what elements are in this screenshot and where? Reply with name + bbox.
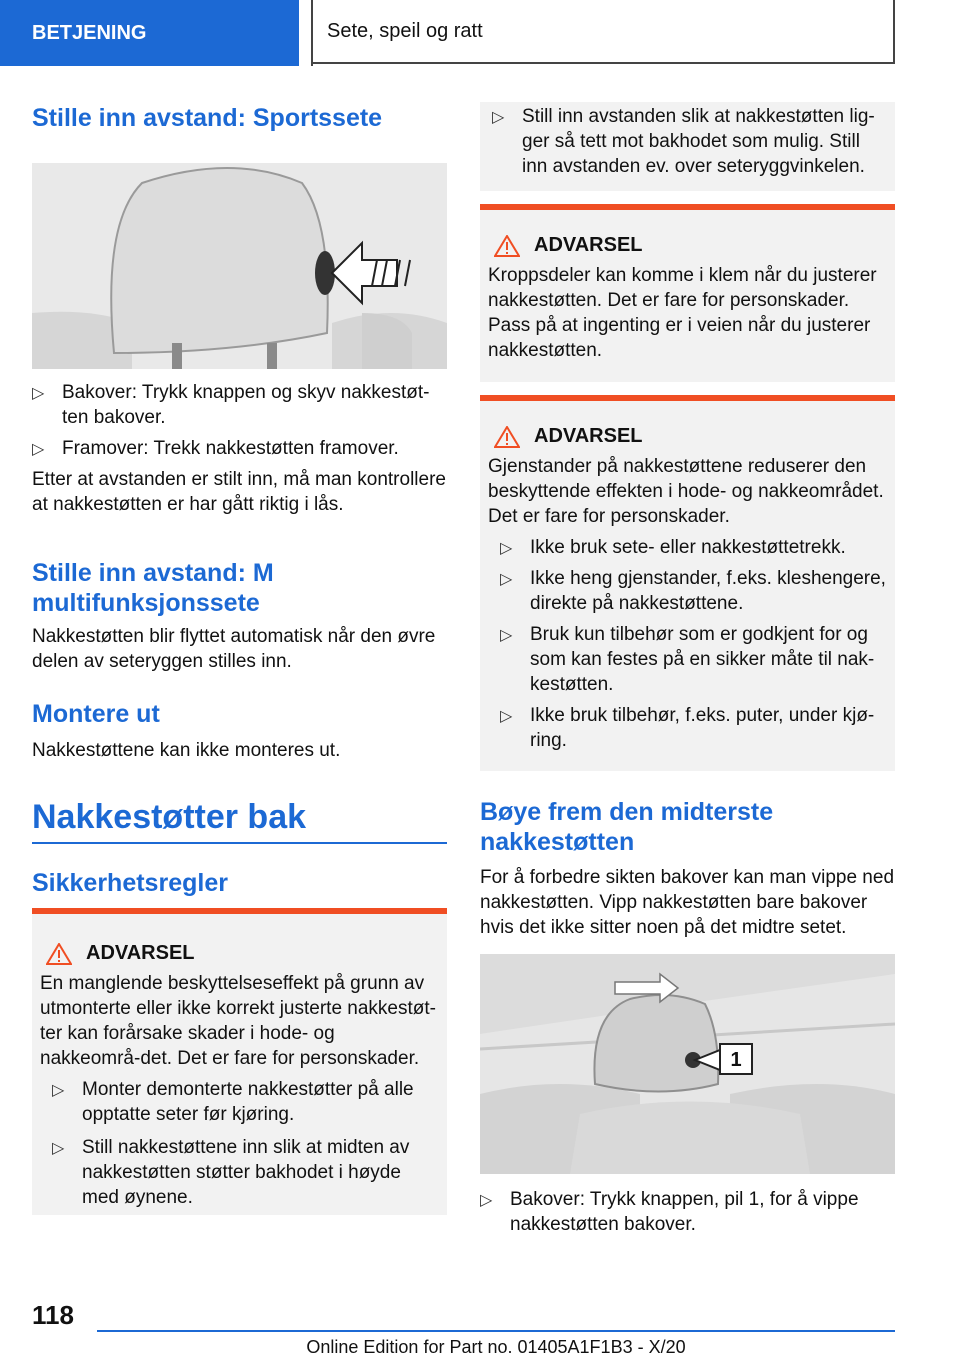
footer-rule: [97, 1330, 895, 1332]
paragraph: Etter at avstanden er stilt inn, må man kontrollere at nakkestøtten er har gått riktig i lås.: [32, 469, 446, 515]
warning-text: Kroppsdeler kan komme i klem når du justerer nakkestøtten. Det er fare for personskader. Pass på at ingenting er i veien når du justerer nakkestøtten.: [488, 265, 877, 361]
list-item: ▷ Bakover: Trykk knappen, pil 1, for å vippe nakkestøtten bakover.: [480, 1189, 859, 1235]
heading-boye: Bøye frem den midterste nakkestøtten: [480, 798, 774, 856]
warning-icon: [46, 943, 72, 965]
heading-nakkestotter-bak: Nakkestøtter bak: [32, 798, 307, 836]
list-item: ▷ Still inn avstanden slik at nakkestøtten lig-ger så tett mot bakhodet som mulig. Still inn avstanden ev. over seteryggvinkelen.: [492, 106, 875, 177]
edition-text: Online Edition for Part no. 01405A1F1B3 - X/20: [306, 1337, 686, 1357]
list-item: ▷ Ikke heng gjenstander, f.eks. kleshengere, direkte på nakkestøttene.: [500, 568, 886, 614]
chapter-title: Sete, speil og ratt: [311, 0, 895, 64]
page-number: 118: [32, 1300, 74, 1330]
triangle-bullet-icon: ▷: [32, 385, 45, 402]
triangle-bullet-icon: ▷: [500, 708, 513, 725]
list-item: ▷ Bakover: Trykk knappen og skyv nakkestøt-ten bakover.: [32, 382, 430, 428]
list-item: ▷ Monter demonterte nakkestøtter på alle opptatte seter før kjøring.: [52, 1079, 414, 1125]
list-item: ▷ Still nakkestøttene inn slik at midten av nakkestøtten støtter bakhodet i høyde med øynene.: [52, 1137, 410, 1208]
list-item: ▷ Bruk kun tilbehør som er godkjent for og som kan festes på en sikker måte til nak-kestøtten.: [500, 624, 875, 695]
triangle-bullet-icon: ▷: [32, 441, 45, 458]
instruction-box: [480, 102, 895, 191]
warning-box: [480, 204, 895, 382]
triangle-bullet-icon: ▷: [52, 1082, 65, 1099]
warning-title: ADVARSEL: [534, 234, 643, 256]
warning-icon: [494, 426, 520, 448]
warning-text: Gjenstander på nakkestøttene reduserer den beskyttende effekten i hode- og nakkeområdet. Det er fare for personskader.: [488, 456, 884, 527]
warning-text: En manglende beskyttelseseffekt på grunn av utmonterte eller ikke korrekt justerte nakkestøt-ter kan forårsake skader i hode- og nakkeområ-det. Det er fare for personskader.: [40, 973, 436, 1069]
paragraph: For å forbedre sikten bakover kan man vippe ned nakkestøtten. Vipp nakkestøtten bare bakover hvis det ikke sitter noen på det midtre setet.: [480, 867, 895, 938]
warning-title: ADVARSEL: [534, 425, 643, 447]
paragraph: Nakkestøtten blir flyttet automatisk når den øvre delen av seteryggen stilles inn.: [32, 626, 436, 672]
warning-title: ADVARSEL: [86, 942, 195, 964]
list-item: ▷ Framover: Trekk nakkestøtten framover.: [32, 436, 447, 461]
rear-headrest-image: [480, 954, 895, 1174]
list-item: ▷ Ikke bruk tilbehør, f.eks. puter, under kjø-ring.: [500, 705, 875, 751]
callout-label: 1: [730, 1049, 742, 1071]
triangle-bullet-icon: ▷: [492, 109, 505, 126]
section-tab: BETJENING: [0, 0, 299, 66]
heading-sikkerhet: Sikkerhetsregler: [32, 869, 228, 897]
warning-box: [32, 908, 447, 1215]
triangle-bullet-icon: ▷: [500, 540, 513, 557]
triangle-bullet-icon: ▷: [52, 1140, 65, 1157]
heading-sport: Stille inn avstand: Sportssete: [32, 104, 383, 132]
headrest-image: [32, 163, 447, 369]
paragraph: Nakkestøttene kan ikke monteres ut.: [32, 740, 341, 761]
heading-underline: [32, 842, 447, 844]
list-item: ▷ Ikke bruk sete- eller nakkestøttetrekk.: [500, 535, 887, 560]
heading-m-seat: Stille inn avstand: M multifunksjonssete: [32, 559, 274, 617]
heading-montere: Montere ut: [32, 700, 160, 728]
warning-box: [480, 395, 895, 771]
triangle-bullet-icon: ▷: [500, 627, 513, 644]
triangle-bullet-icon: ▷: [500, 571, 513, 588]
warning-icon: [494, 235, 520, 257]
triangle-bullet-icon: ▷: [480, 1192, 493, 1209]
